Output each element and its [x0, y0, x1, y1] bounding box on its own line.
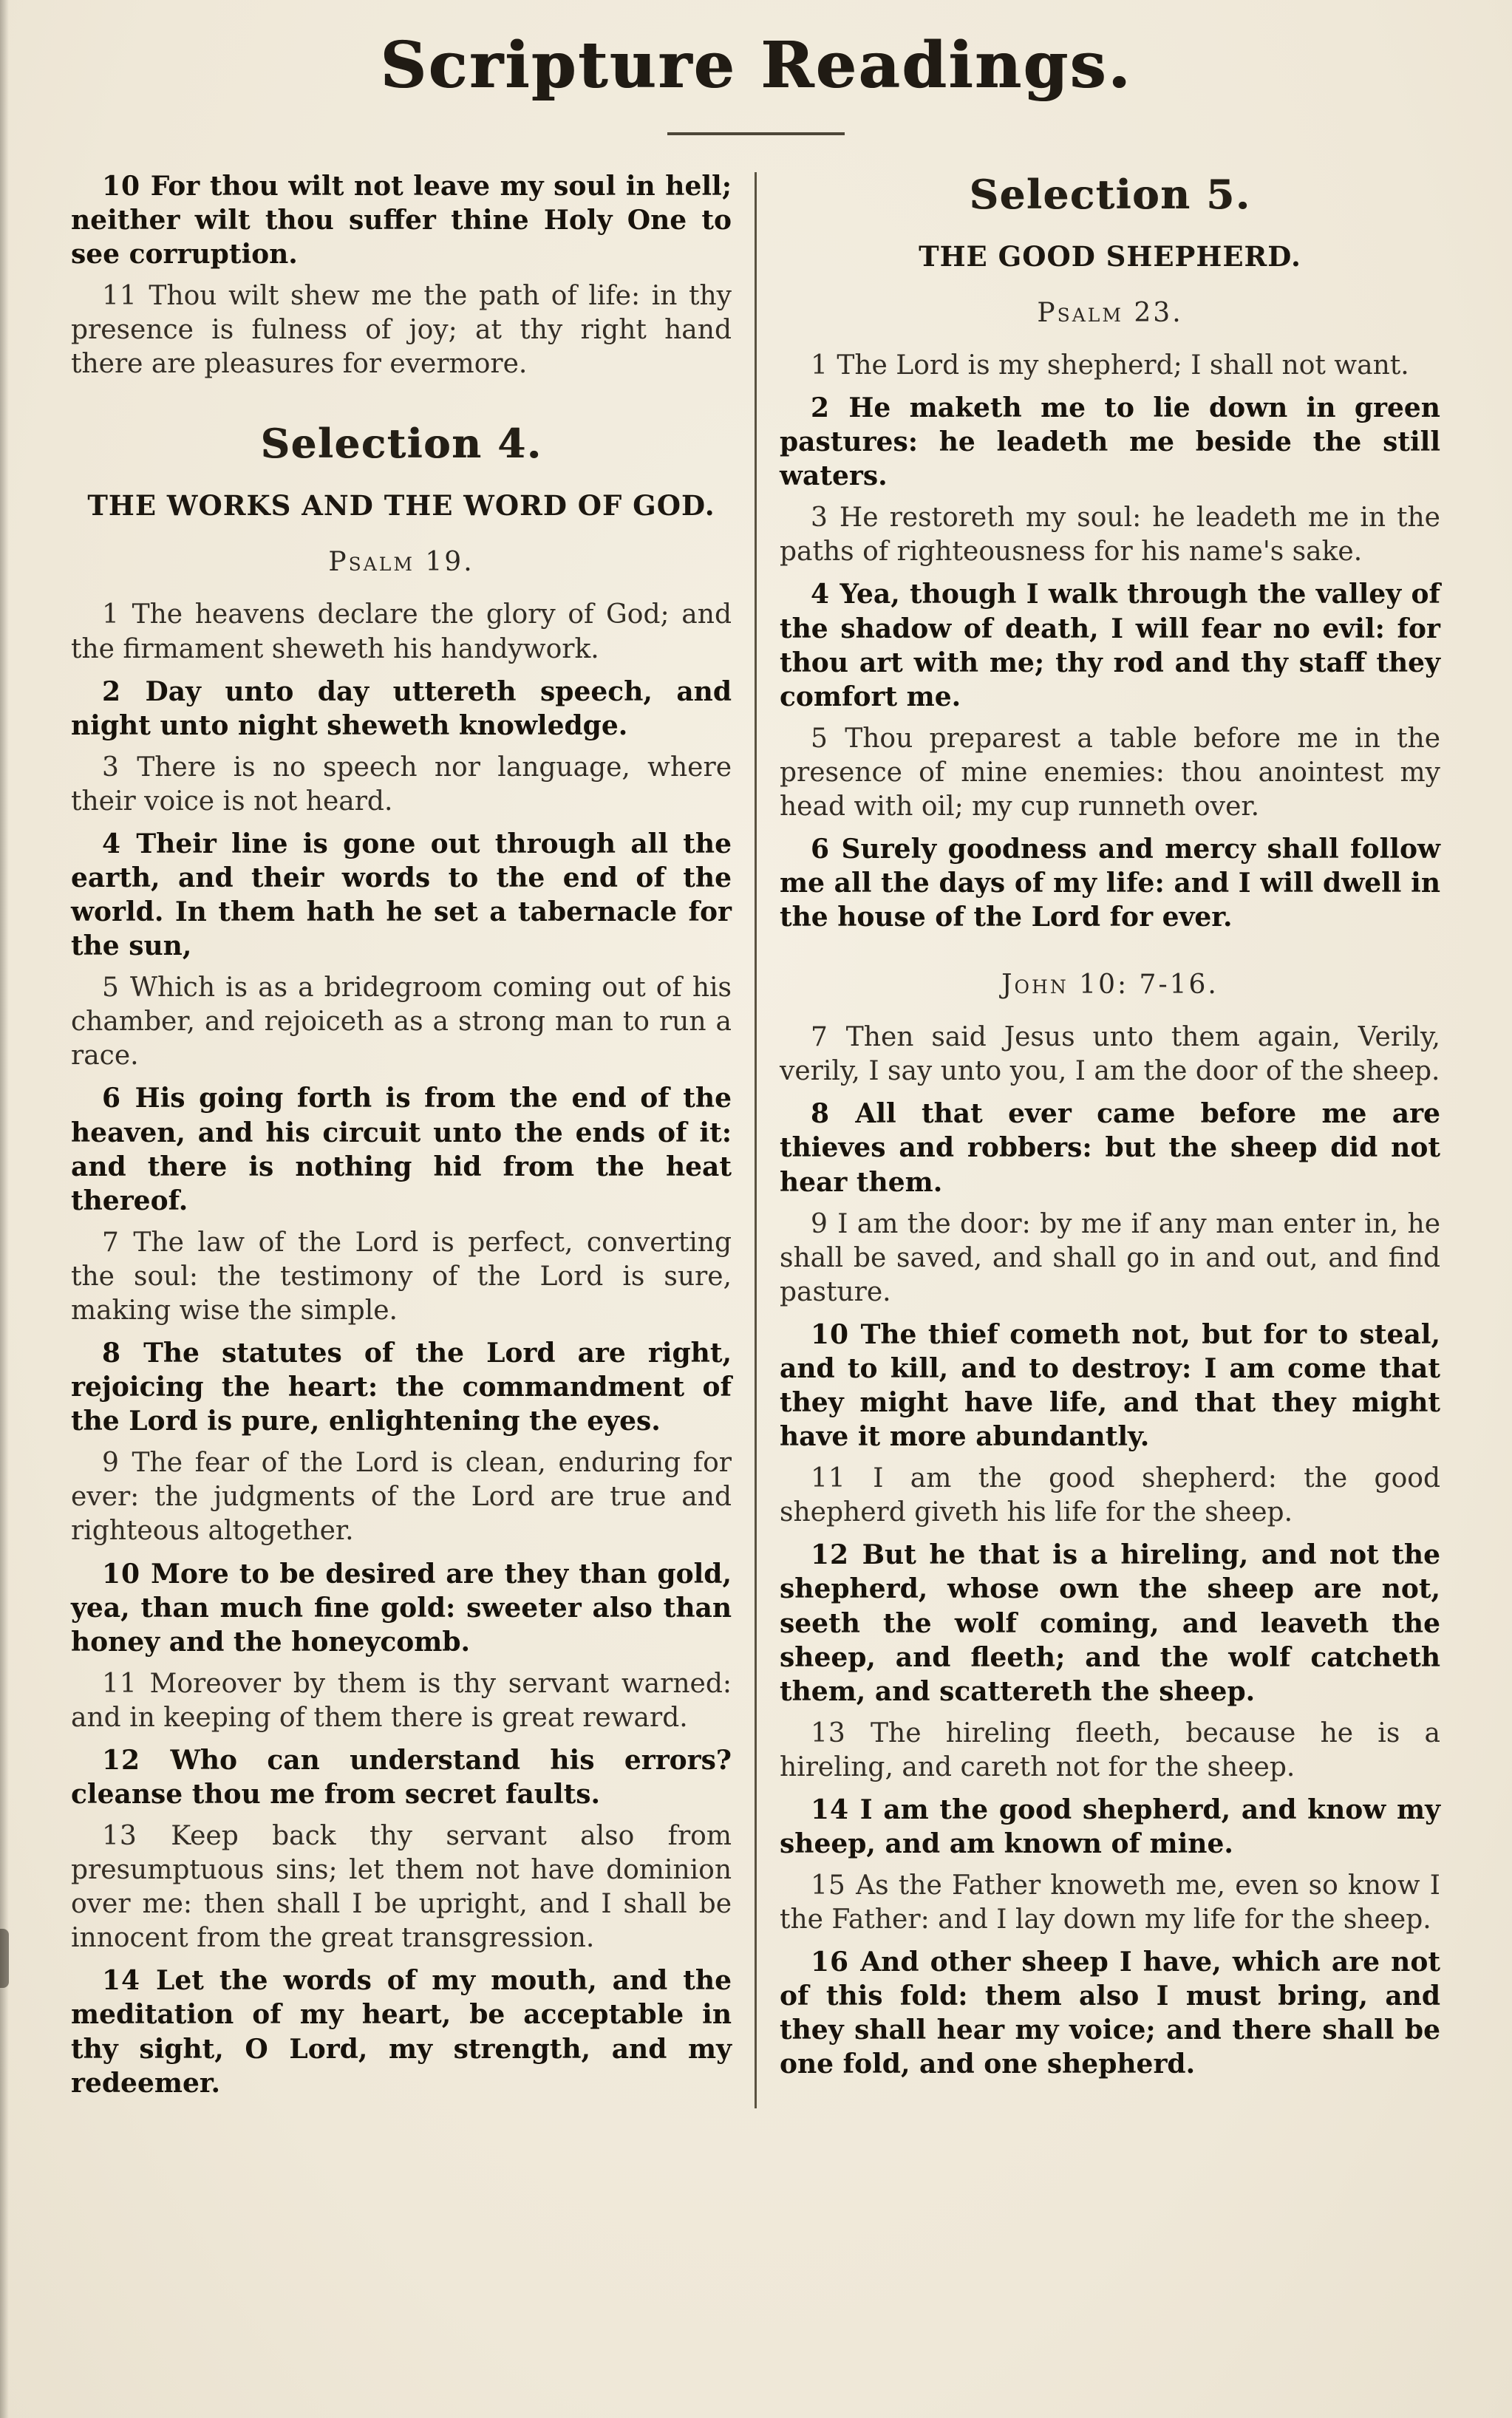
- verse: [780, 391, 1440, 493]
- verse-number: 3: [811, 503, 828, 534]
- verse-number: 1: [811, 350, 828, 381]
- verse-text: Day unto day uttereth speech, and night unto night sheweth knowledge.: [71, 675, 732, 741]
- verse-number: 10: [102, 171, 141, 202]
- verse-number: 7: [811, 1022, 828, 1053]
- verse: [780, 1945, 1440, 2081]
- verse: [780, 577, 1440, 713]
- verse-number: 12: [811, 1539, 850, 1571]
- verse-text: The Lord is my shepherd; I shall not want.: [837, 350, 1409, 381]
- verse: [780, 1097, 1440, 1199]
- verse-text: There is no speech nor language, where their voice is not heard.: [71, 752, 732, 817]
- verse: [780, 349, 1440, 383]
- verse: [71, 1226, 732, 1328]
- verse: [780, 1717, 1440, 1785]
- verse-text: As the Father knoweth me, even so know I the Father: and I lay down my life for the sheep.: [780, 1870, 1440, 1935]
- verse-text: He restoreth my soul: he leadeth me in the paths of righteousness for his name's sake.: [780, 503, 1440, 568]
- verse-number: 7: [102, 1227, 120, 1258]
- verse-number: 4: [102, 828, 122, 859]
- verse-number: 8: [102, 1338, 122, 1369]
- column-divider: [755, 172, 757, 2108]
- verse-number: 12: [102, 1744, 141, 1776]
- verse-text: Yea, though I walk through the valley of the shadow of death, I will fear no evil: for thou art with me; thy rod and thy staff they comfort me.: [780, 579, 1440, 712]
- left-column: [71, 169, 732, 2108]
- john-reference: John 10: 7-16.: [1001, 970, 1219, 1001]
- verse: [780, 501, 1440, 569]
- verse-number: 13: [102, 1821, 137, 1852]
- verse-text: The statutes of the Lord are right, rejoicing the heart: the commandment of the Lord is pure, enlightening the eyes.: [71, 1338, 732, 1437]
- verse: [71, 1081, 732, 1217]
- verse-text: The fear of the Lord is clean, enduring for ever: the judgments of the Lord are true and righteous altogether.: [71, 1448, 732, 1547]
- verse-number: 2: [811, 392, 831, 424]
- verse: [71, 279, 732, 381]
- verse-text: More to be desired are they than gold, yea, than much fine gold: sweeter also than honey and the honeycomb.: [71, 1558, 732, 1658]
- verse-text: His going forth is from the end of the heaven, and his circuit unto the ends of it: and there is nothing hid from the heat thereof.: [71, 1083, 732, 1216]
- verse: [71, 751, 732, 819]
- verse-text: Surely goodness and mercy shall follow me all the days of my life: and I will dwell in the house of the Lord for ever.: [780, 834, 1440, 933]
- verse: [71, 1819, 732, 1955]
- verse: [780, 1021, 1440, 1089]
- verse: [780, 1208, 1440, 1310]
- page-title: Scripture Readings.: [380, 28, 1132, 103]
- verse-number: 9: [811, 1208, 828, 1239]
- verse-number: 11: [102, 281, 137, 312]
- verse-text: Let the words of my mouth, and the meditation of my heart, be acceptable in thy sight, O Lord, my strength, and my redeemer.: [71, 1965, 732, 2099]
- selection-5-reference: Psalm 23.: [1037, 298, 1183, 328]
- verse: [71, 675, 732, 743]
- title-rule: [667, 132, 845, 135]
- verse-number: 5: [102, 973, 120, 1004]
- selection-5-title: THE GOOD SHEPHERD.: [919, 240, 1301, 273]
- verse: [780, 1318, 1440, 1454]
- verse-text: All that ever came before me are thieves and robbers: but the sheep did not hear them.: [780, 1098, 1440, 1198]
- john-verses: [780, 1021, 1440, 2081]
- scan-artifact: [0, 1929, 9, 1988]
- verse: [780, 1538, 1440, 1708]
- verse-text: The thief cometh not, but for to steal, and to kill, and to destroy: I am come that they might have life, and that they might have it more abundantly.: [780, 1318, 1440, 1453]
- verse: [71, 598, 732, 666]
- verse-number: 6: [102, 1083, 122, 1114]
- verse-number: 4: [811, 579, 831, 610]
- verse-text: He maketh me to lie down in green pastures: he leadeth me beside the still waters.: [780, 392, 1440, 492]
- verse-number: 1: [102, 599, 120, 630]
- selection-4-reference: Psalm 19.: [328, 547, 474, 578]
- verse: [71, 971, 732, 1073]
- verse: [71, 1446, 732, 1548]
- verse: [780, 1869, 1440, 1937]
- verse-text: Which is as a bridegroom coming out of his chamber, and rejoiceth as a strong man to run a race.: [71, 973, 732, 1072]
- verse: [71, 1557, 732, 1659]
- verse: [780, 1793, 1440, 1861]
- verse-text: Thou wilt shew me the path of life: in thy presence is fulness of joy; at thy right hand there are pleasures for evermore.: [71, 281, 732, 380]
- verse-number: 14: [811, 1794, 850, 1825]
- verse-text: And other sheep I have, which are not of this fold: them also I must bring, and they shall hear my voice; and there shall be one fold, and one shepherd.: [780, 1947, 1440, 2080]
- psalm16-continuation: [71, 169, 732, 381]
- verse: [71, 827, 732, 963]
- verse-text: For thou wilt not leave my soul in hell; neither wilt thou suffer thine Holy One to see corruption.: [71, 171, 732, 270]
- verse-number: 10: [811, 1318, 850, 1350]
- verse-number: 11: [102, 1668, 137, 1699]
- verse-text: I am the good shepherd: the good shepherd giveth his life for the sheep.: [780, 1463, 1440, 1528]
- verse-text: Thou preparest a table before me in the presence of mine enemies: thou anointest my head with oil; my cup runneth over.: [780, 723, 1440, 822]
- verse-number: 14: [102, 1965, 141, 1997]
- verse-number: 13: [811, 1717, 846, 1748]
- selection-4-title: THE WORKS AND THE WORD OF GOD.: [87, 489, 715, 522]
- verse-text: Keep back thy servant also from presumptuous sins; let them not have dominion over me: then shall I be upright, and I shall be innocent from the great transgression.: [71, 1821, 732, 1954]
- verse: [71, 1964, 732, 2099]
- verse-text: The hireling fleeth, because he is a hireling, and careth not for the sheep.: [780, 1717, 1440, 1782]
- verse-number: 6: [811, 834, 831, 865]
- verse-text: I am the door: by me if any man enter in, he shall be saved, and shall go in and out, and find pasture.: [780, 1208, 1440, 1307]
- verse: [71, 1336, 732, 1438]
- verse-text: Moreover by them is thy servant warned: and in keeping of them there is great reward.: [71, 1668, 732, 1733]
- selection-4-heading: Selection 4.: [260, 420, 542, 468]
- verse-text: Their line is gone out through all the earth, and their words to the end of the world. In them hath he set a tabernacle for the sun,: [71, 828, 732, 962]
- psalm19-verses: [71, 598, 732, 2099]
- verse-number: 8: [811, 1098, 831, 1130]
- verse-number: 15: [811, 1870, 846, 1901]
- verse-number: 9: [102, 1448, 120, 1479]
- verse-number: 5: [811, 723, 828, 754]
- verse-text: But he that is a hireling, and not the shepherd, whose own the sheep are not, seeth the wolf coming, and leaveth the sheep, and fleeth; and the wolf catcheth them, and scattereth the sheep.: [780, 1539, 1440, 1707]
- verse-text: I am the good shepherd, and know my sheep, and am known of mine.: [780, 1794, 1440, 1859]
- verse: [780, 832, 1440, 934]
- verse-number: 16: [811, 1947, 850, 1978]
- verse: [780, 722, 1440, 824]
- verse-text: Then said Jesus unto them again, Verily, verily, I say unto you, I am the door of the sheep.: [780, 1022, 1440, 1087]
- right-column: [780, 169, 1440, 2108]
- columns: [71, 169, 1441, 2108]
- verse: [780, 1462, 1440, 1530]
- verse-text: The heavens declare the glory of God; and the firmament sheweth his handywork.: [71, 599, 732, 664]
- selection-5-heading: Selection 5.: [969, 171, 1251, 218]
- verse-number: 10: [102, 1558, 141, 1590]
- verse-text: Who can understand his errors? cleanse thou me from secret faults.: [71, 1744, 732, 1810]
- verse: [71, 169, 732, 271]
- psalm23-verses: [780, 349, 1440, 934]
- verse-number: 3: [102, 752, 120, 783]
- verse: [71, 1667, 732, 1735]
- verse-number: 11: [811, 1463, 846, 1494]
- verse-number: 2: [102, 675, 122, 707]
- verse-text: The law of the Lord is perfect, converting the soul: the testimony of the Lord is sure, making wise the simple.: [71, 1227, 732, 1326]
- verse: [71, 1743, 732, 1811]
